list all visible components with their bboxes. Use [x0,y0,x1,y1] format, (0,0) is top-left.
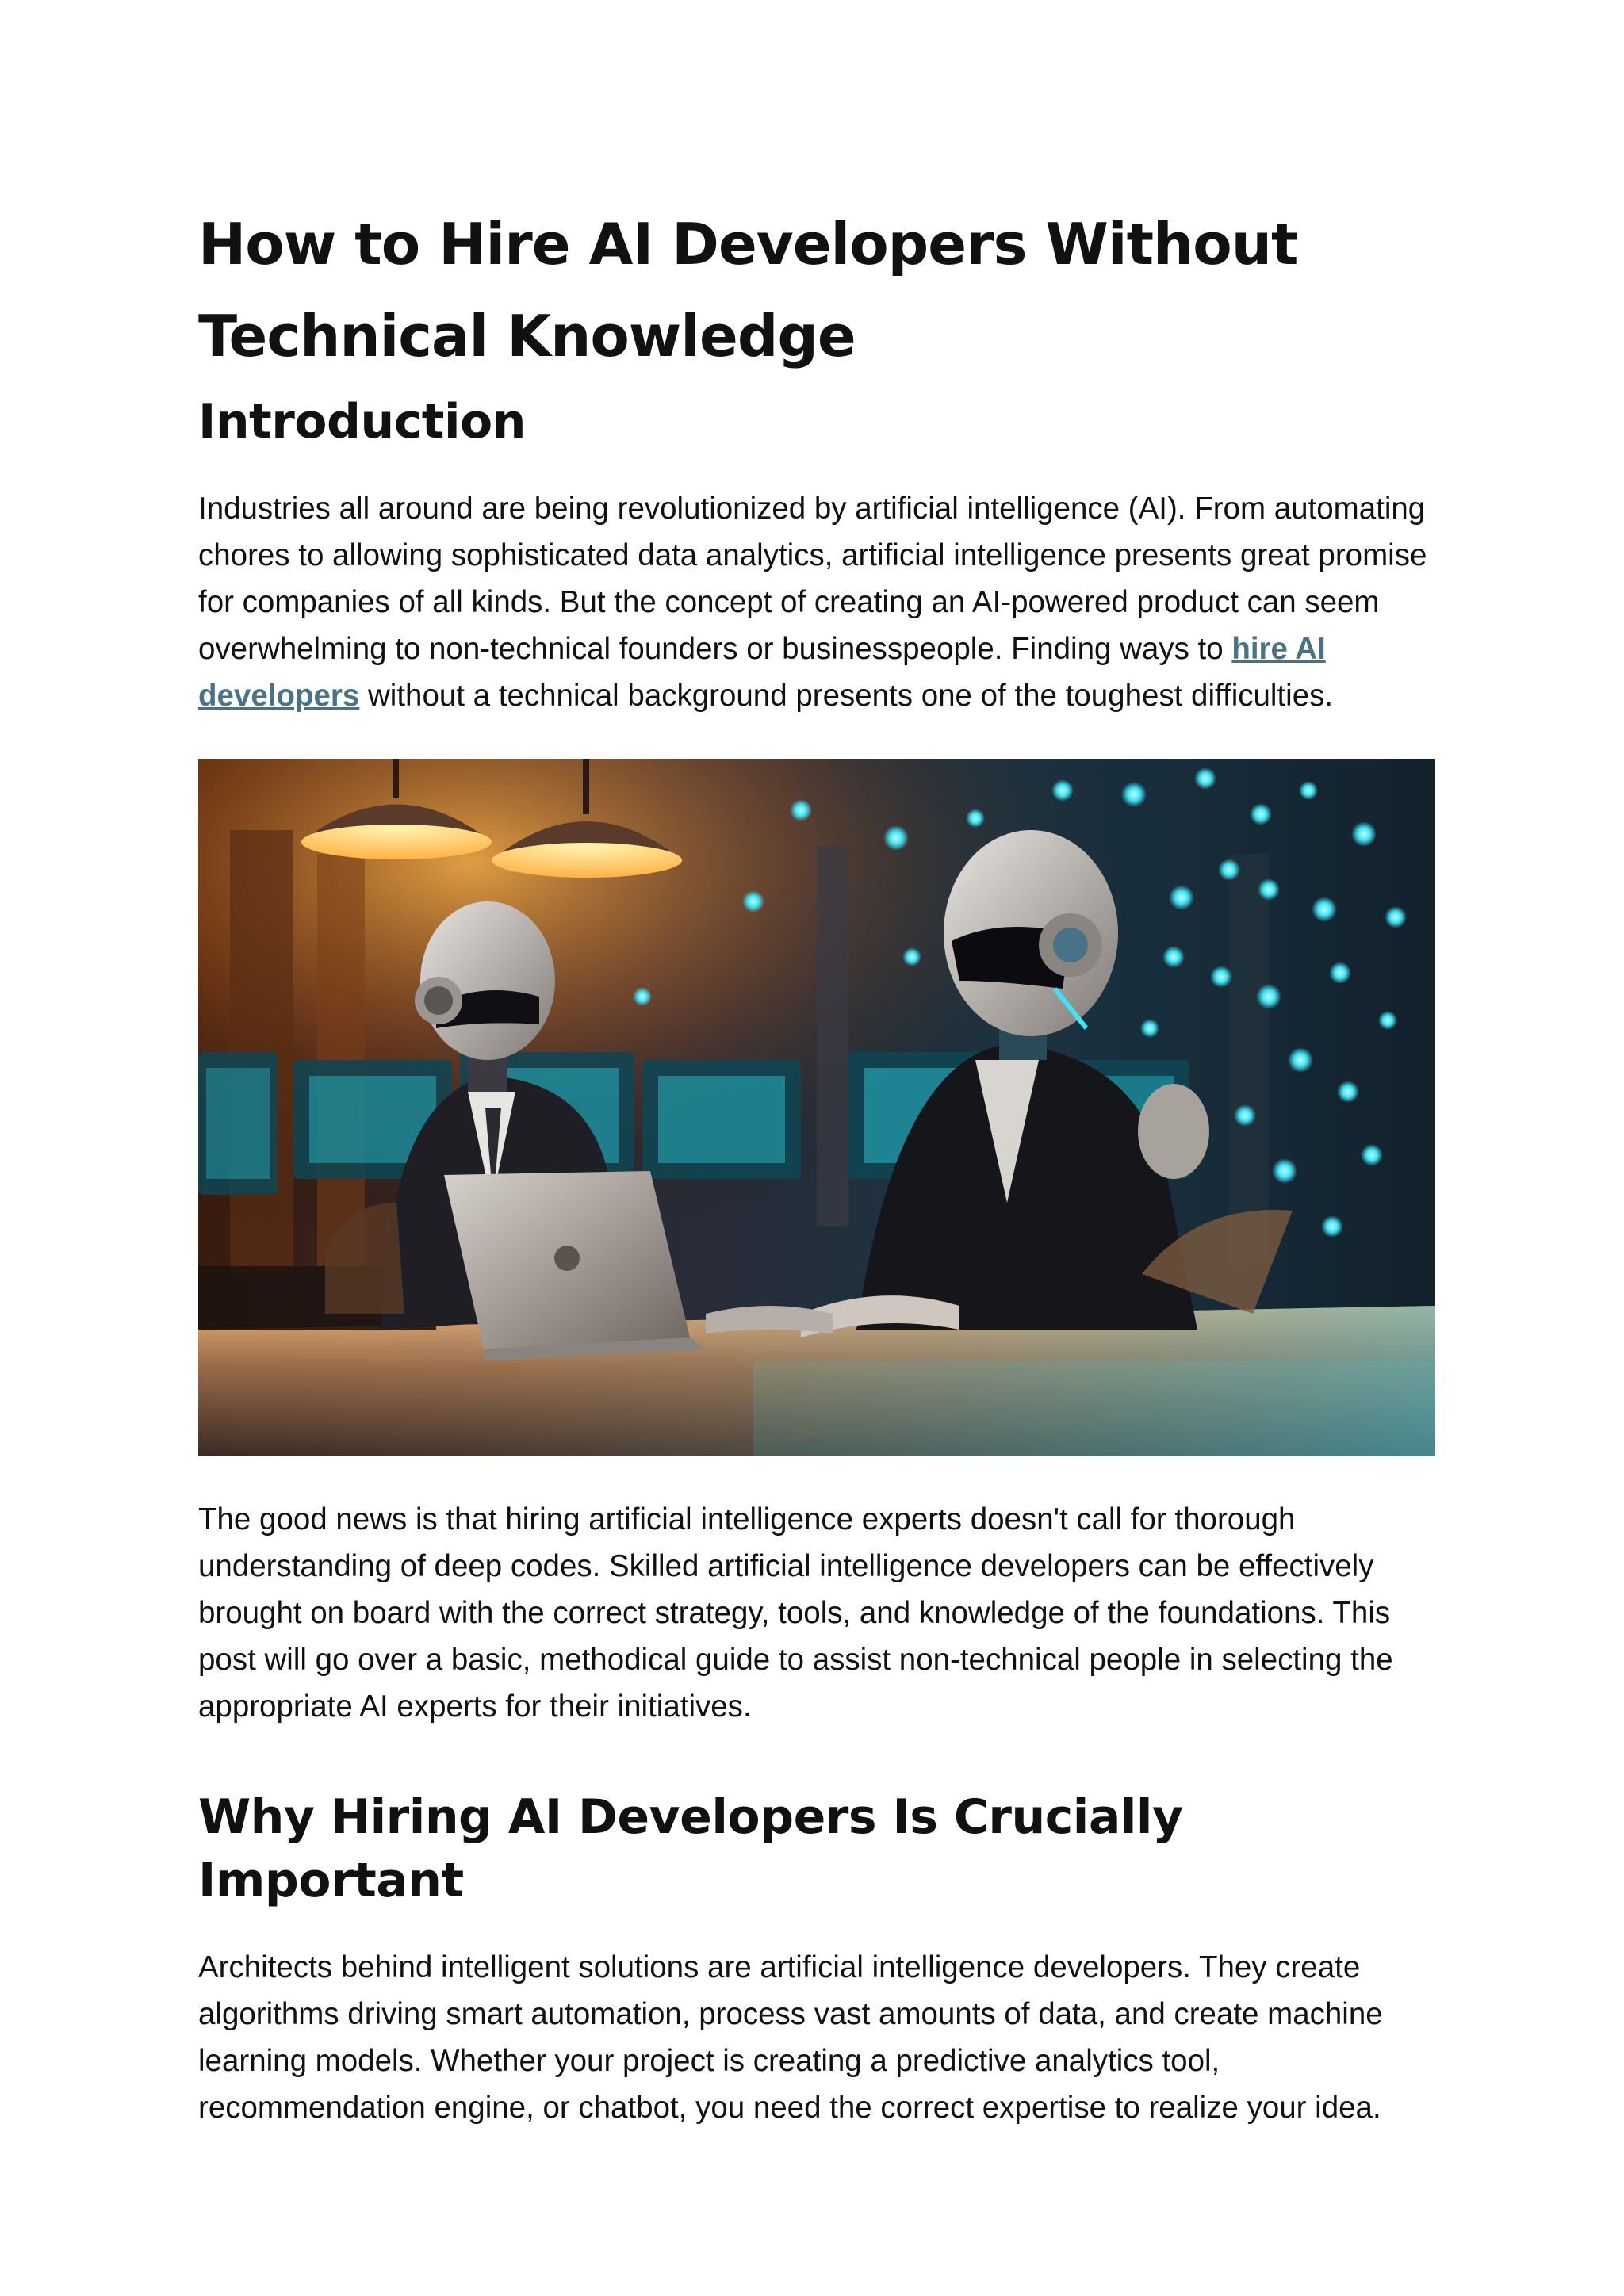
page-title: How to Hire AI Developers Without Technical Knowledge [198,211,1298,369]
section-heading-why-hiring: Why Hiring AI Developers Is Crucially Important [198,1789,1183,1908]
hire-ai-developers-link[interactable]: hire AI developers [198,632,1326,713]
body-paragraph-2: The good news is that hiring artificial intelligence experts doesn't call for thorough understanding of deep codes. Skilled artificial intelligence developers can be effectively brought on board with the correct strategy, tools, and knowledge of the foundations. This post will go over a basic, methodical guide to assist non-technical people in selecting the appropriate AI experts for their initiatives. [198,1502,1393,1724]
intro-paragraph [198,485,1435,719]
intro-text-before-link: Industries all around are being revolutionized by artificial intelligence (AI). From automating chores to allowing sophisticated data analytics, artificial intelligence presents great promise for companies of all kinds. But the concept of creating an AI-powered product can seem overwhelming to non-technical founders or businesspeople. Finding ways to [198,492,1427,666]
body-paragraph-3: Architects behind intelligent solutions are artificial intelligence developers. They create algorithms driving smart automation, process vast amounts of data, and create machine learning models. Whether your project is creating a predictive analytics tool, recommendation engine, or chatbot, you need the correct expertise to realize your idea. [198,1950,1383,2125]
hero-image-robots-at-desk [198,759,1435,1456]
article [198,198,1435,2131]
section-heading-introduction: Introduction [198,394,526,450]
intro-text-after-link: without a technical background presents one of the toughest difficulties. [359,679,1334,713]
